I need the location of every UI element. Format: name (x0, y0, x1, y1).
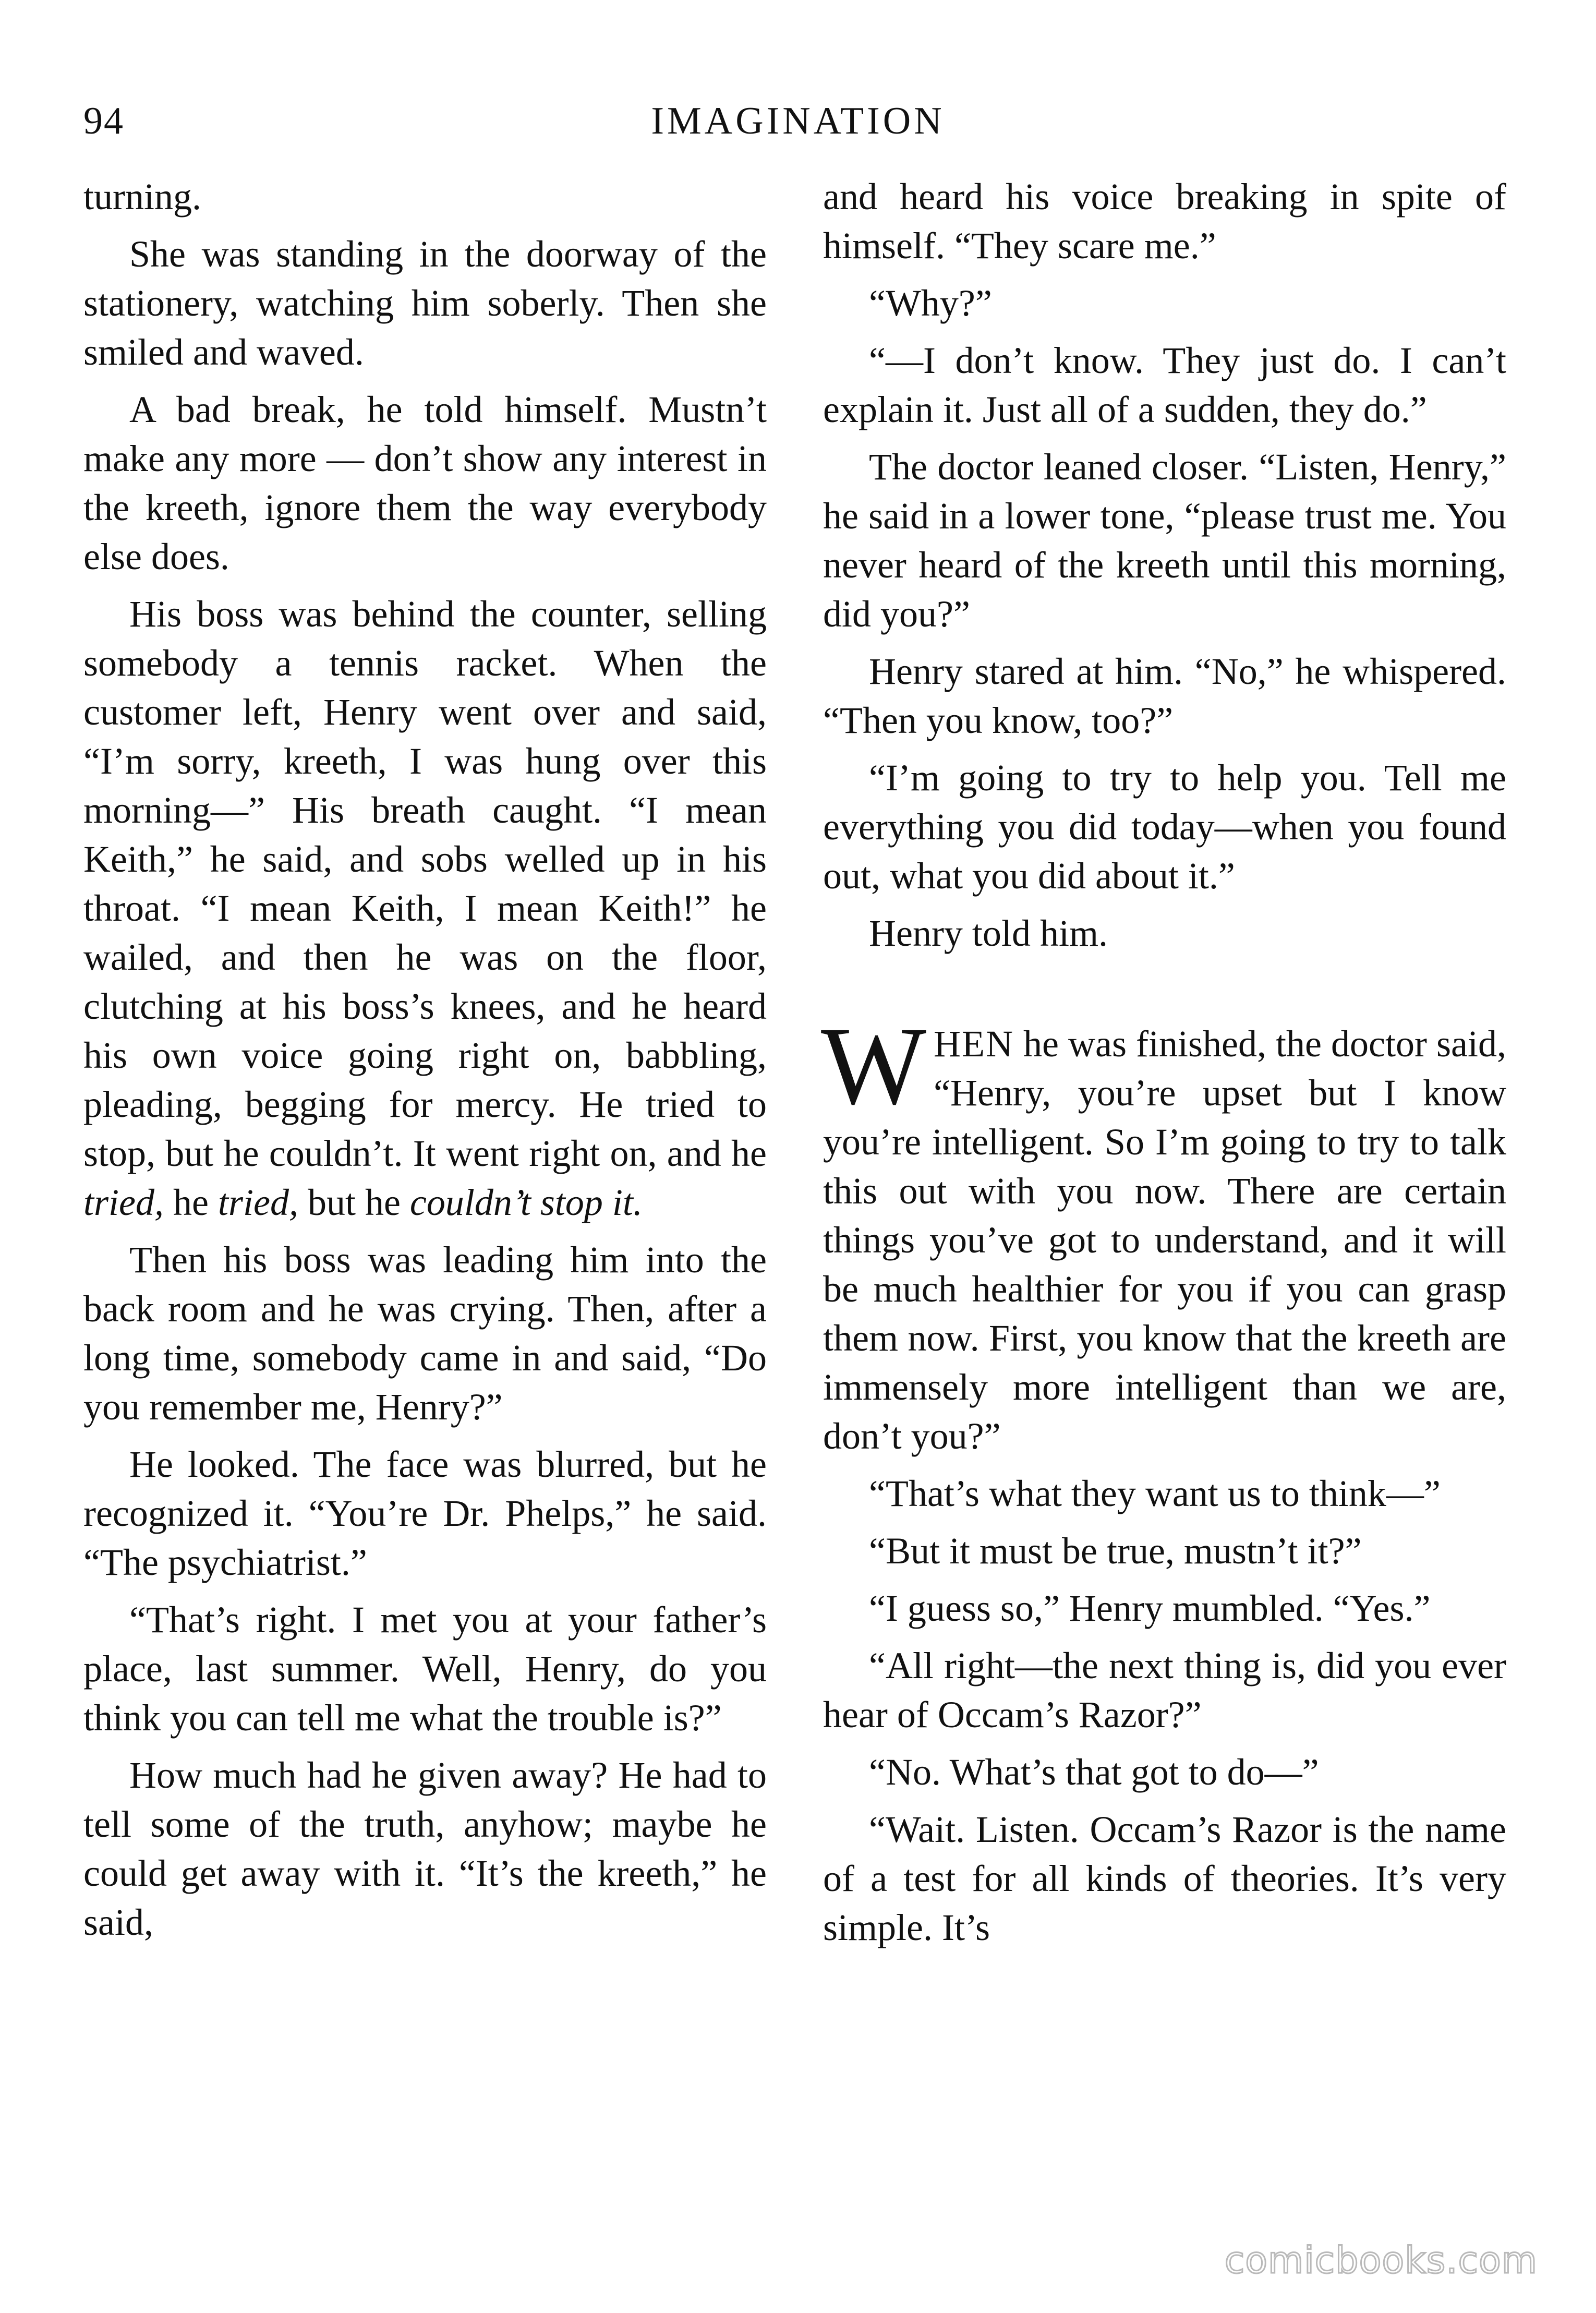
paragraph: “I’m going to try to help you. Tell me everything you did today—when you found out, what you did about it.” (823, 757, 1506, 897)
paragraph: “That’s what they want us to think—” (869, 1473, 1441, 1514)
text-run: he (163, 1182, 218, 1223)
text-run: he was finished, the doctor said, “Henry, you’re upset but I know you’re intelligent. So I’m going to try to talk this out with you now. There are certain things you’ve got to understand, and it will be much healthier for you if you can grasp them now. First, you know that the kreeth are immensely more intelligent than we are, don’t you?” (823, 1023, 1506, 1457)
paragraph: A bad break, he told himself. Mustn’t make any more — don’t show any interest in the kreeth, ignore them the way everybody else does. (83, 389, 767, 577)
paragraph: “—I don’t know. They just do. I can’t explain it. Just all of a sudden, they do.” (823, 340, 1506, 430)
paragraph (83, 589, 767, 1227)
text-run: but he (298, 1182, 410, 1223)
paragraph: “I guess so,” Henry mumbled. “Yes.” (869, 1587, 1431, 1629)
page-number: 94 (83, 100, 124, 142)
paragraph: The doctor leaned closer. “Listen, Henry,” he said in a lower tone, “please trust me. You never heard of the kreeth until this morning, did you?” (823, 446, 1506, 635)
paragraph: Then his boss was leading him into the back room and he was crying. Then, after a long time, somebody came in and said, “Do you remember me, Henry?” (83, 1239, 767, 1428)
paragraph: Henry told him. (869, 912, 1108, 954)
paragraph: “No. What’s that got to do—” (869, 1751, 1319, 1793)
paragraph: Henry stared at him. “No,” he whispered. “Then you know, too?” (823, 650, 1506, 741)
small-caps-lead: HEN (933, 1023, 1014, 1065)
paragraph: “But it must be true, mustn’t it?” (869, 1530, 1362, 1572)
paragraph: “Wait. Listen. Occam’s Razor is the name of a test for all kinds of theories. It’s very simple. It’s (823, 1809, 1506, 1948)
paragraph: “That’s right. I met you at your father’s place, last summer. Well, Henry, do you think you can tell me what the trouble is?” (83, 1599, 767, 1739)
paragraph: and heard his voice breaking in spite of himself. “They scare me.” (823, 176, 1506, 267)
paragraph: “Why?” (869, 282, 992, 324)
text-run: His boss was behind the counter, selling somebody a tennis racket. When the customer left, Henry went over and said, “I’m sorry, kreeth, I was hung over this morning—” His breath caught. “I mean Keith,” he said, and sobs welled up in his throat. “I mean Keith, I mean Keith!” he wailed, and then he was on the floor, clutching at his boss’s knees, and he heard his own voice going right on, babbling, pleading, begging for mercy. He tried to stop, but he couldn’t. It went right on, and he (83, 593, 767, 1174)
running-head: IMAGINATION (651, 100, 945, 142)
italic-text: couldn’t stop it. (409, 1182, 643, 1223)
right-column (823, 172, 1506, 1960)
paragraph: turning. (83, 176, 201, 218)
paragraph: How much had he given away? He had to tell some of the truth, anyhow; maybe he could get away with it. “It’s the kreeth,” he said, (83, 1754, 767, 1943)
italic-text: tried, (83, 1182, 164, 1223)
drop-cap: W (821, 1004, 926, 1128)
section-opening-paragraph (821, 1004, 1506, 1461)
watermark: comicbooks.com (1224, 2239, 1538, 2282)
italic-text: tried, (217, 1182, 298, 1223)
paragraph: “All right—the next thing is, did you ever hear of Occam’s Razor?” (823, 1645, 1506, 1736)
left-column (83, 172, 767, 1955)
page-header (83, 99, 1513, 156)
paragraph: He looked. The face was blurred, but he recognized it. “You’re Dr. Phelps,” he said. “The psychiatrist.” (83, 1443, 767, 1583)
paragraph: She was standing in the doorway of the stationery, watching him soberly. Then she smiled and waved. (83, 233, 767, 373)
